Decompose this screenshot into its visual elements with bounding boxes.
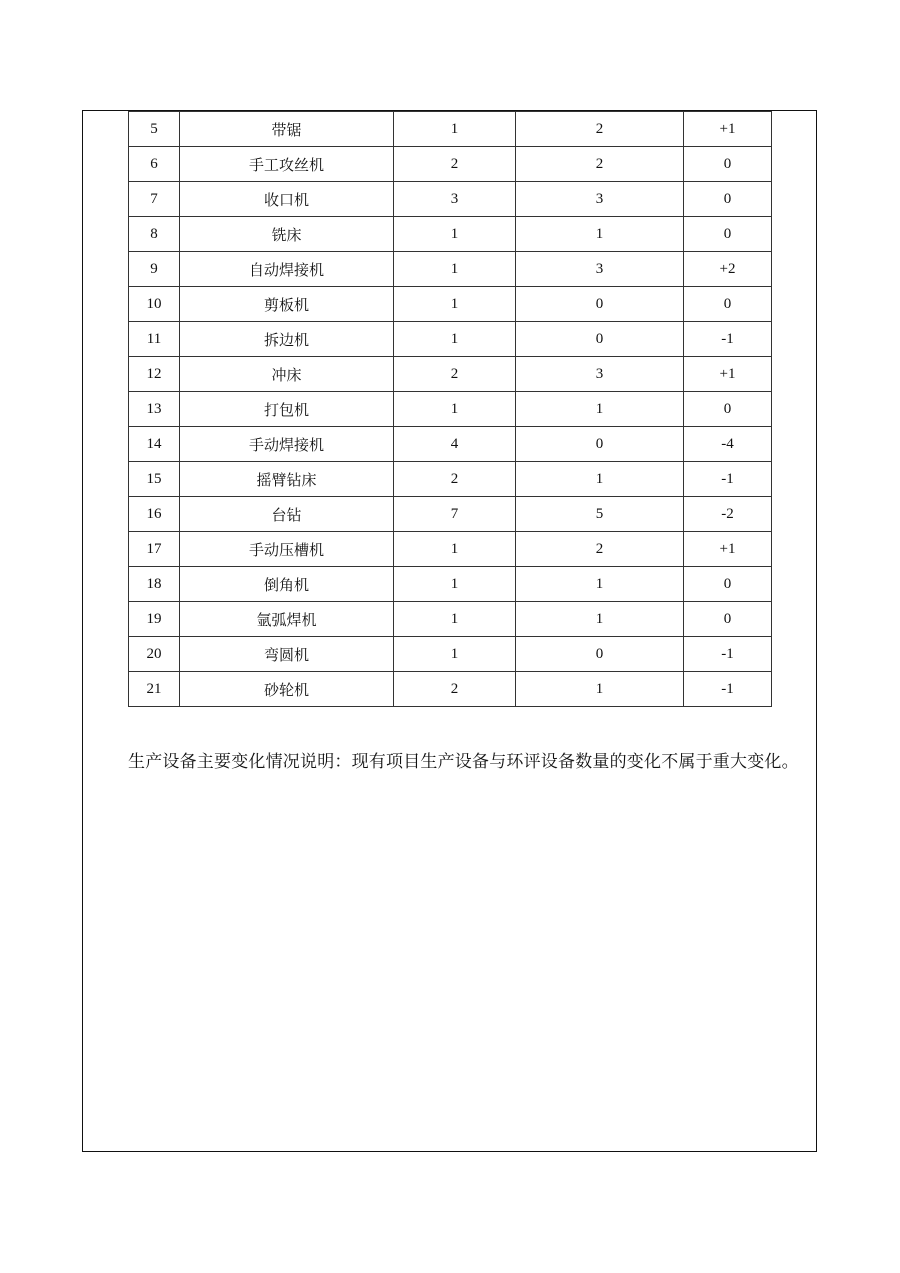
quantity-change-cell: -1 [684,322,772,357]
equipment-name-cell: 打包机 [180,392,394,427]
table-row [129,112,772,147]
eia-quantity-cell: 1 [394,532,516,567]
row-number-cell: 12 [129,357,180,392]
eia-quantity-cell: 2 [394,462,516,497]
quantity-change-cell: 0 [684,147,772,182]
equipment-name-cell: 摇臂钻床 [180,462,394,497]
row-number-cell: 7 [129,182,180,217]
eia-quantity-cell: 1 [394,287,516,322]
equipment-name-cell: 收口机 [180,182,394,217]
equipment-name-cell: 冲床 [180,357,394,392]
eia-quantity-cell: 1 [394,217,516,252]
eia-quantity-cell: 4 [394,427,516,462]
row-number-cell: 19 [129,602,180,637]
quantity-change-cell: -1 [684,672,772,707]
equipment-name-cell: 倒角机 [180,567,394,602]
quantity-change-cell: 0 [684,602,772,637]
quantity-change-cell: +1 [684,532,772,567]
quantity-change-cell: -4 [684,427,772,462]
table-row [129,672,772,707]
row-number-cell: 15 [129,462,180,497]
eia-quantity-cell: 1 [394,567,516,602]
quantity-change-cell: 0 [684,392,772,427]
actual-quantity-cell: 2 [516,112,684,147]
eia-quantity-cell: 1 [394,392,516,427]
equipment-name-cell: 氩弧焊机 [180,602,394,637]
quantity-change-cell: +1 [684,357,772,392]
equipment-name-cell: 铣床 [180,217,394,252]
equipment-name-cell: 自动焊接机 [180,252,394,287]
table-row [129,602,772,637]
table-row [129,147,772,182]
quantity-change-cell: -1 [684,462,772,497]
eia-quantity-cell: 2 [394,357,516,392]
equipment-name-cell: 台钻 [180,497,394,532]
eia-quantity-cell: 3 [394,182,516,217]
eia-quantity-cell: 1 [394,112,516,147]
actual-quantity-cell: 1 [516,602,684,637]
actual-quantity-cell: 3 [516,252,684,287]
table-row [129,182,772,217]
actual-quantity-cell: 5 [516,497,684,532]
table-row [129,357,772,392]
equipment-change-note: 生产设备主要变化情况说明：现有项目生产设备与环评设备数量的变化不属于重大变化。 [128,752,799,771]
table-row [129,392,772,427]
table-row [129,427,772,462]
row-number-cell: 18 [129,567,180,602]
actual-quantity-cell: 0 [516,427,684,462]
actual-quantity-cell: 1 [516,392,684,427]
table-row [129,217,772,252]
eia-quantity-cell: 1 [394,252,516,287]
actual-quantity-cell: 1 [516,462,684,497]
actual-quantity-cell: 0 [516,322,684,357]
eia-quantity-cell: 7 [394,497,516,532]
row-number-cell: 21 [129,672,180,707]
actual-quantity-cell: 0 [516,287,684,322]
row-number-cell: 13 [129,392,180,427]
eia-quantity-cell: 1 [394,602,516,637]
actual-quantity-cell: 1 [516,217,684,252]
actual-quantity-cell: 0 [516,637,684,672]
actual-quantity-cell: 3 [516,182,684,217]
equipment-name-cell: 手动压槽机 [180,532,394,567]
table-row [129,252,772,287]
actual-quantity-cell: 1 [516,672,684,707]
eia-quantity-cell: 1 [394,322,516,357]
quantity-change-cell: +1 [684,112,772,147]
quantity-change-cell: 0 [684,217,772,252]
quantity-change-cell: 0 [684,567,772,602]
quantity-change-cell: 0 [684,182,772,217]
row-number-cell: 11 [129,322,180,357]
eia-quantity-cell: 2 [394,147,516,182]
row-number-cell: 16 [129,497,180,532]
row-number-cell: 6 [129,147,180,182]
eia-quantity-cell: 1 [394,637,516,672]
row-number-cell: 14 [129,427,180,462]
table-row [129,497,772,532]
table-row [129,322,772,357]
quantity-change-cell: -1 [684,637,772,672]
quantity-change-cell: -2 [684,497,772,532]
equipment-table [128,111,772,707]
equipment-name-cell: 拆边机 [180,322,394,357]
row-number-cell: 20 [129,637,180,672]
quantity-change-cell: 0 [684,287,772,322]
table-row [129,287,772,322]
actual-quantity-cell: 2 [516,532,684,567]
row-number-cell: 5 [129,112,180,147]
equipment-table-body [129,112,772,707]
table-row [129,637,772,672]
quantity-change-cell: +2 [684,252,772,287]
row-number-cell: 10 [129,287,180,322]
equipment-name-cell: 带锯 [180,112,394,147]
table-row [129,567,772,602]
row-number-cell: 8 [129,217,180,252]
equipment-name-cell: 手工攻丝机 [180,147,394,182]
equipment-name-cell: 砂轮机 [180,672,394,707]
row-number-cell: 17 [129,532,180,567]
equipment-name-cell: 剪板机 [180,287,394,322]
equipment-name-cell: 弯圆机 [180,637,394,672]
table-row [129,462,772,497]
equipment-name-cell: 手动焊接机 [180,427,394,462]
actual-quantity-cell: 2 [516,147,684,182]
actual-quantity-cell: 3 [516,357,684,392]
row-number-cell: 9 [129,252,180,287]
table-row [129,532,772,567]
eia-quantity-cell: 2 [394,672,516,707]
actual-quantity-cell: 1 [516,567,684,602]
